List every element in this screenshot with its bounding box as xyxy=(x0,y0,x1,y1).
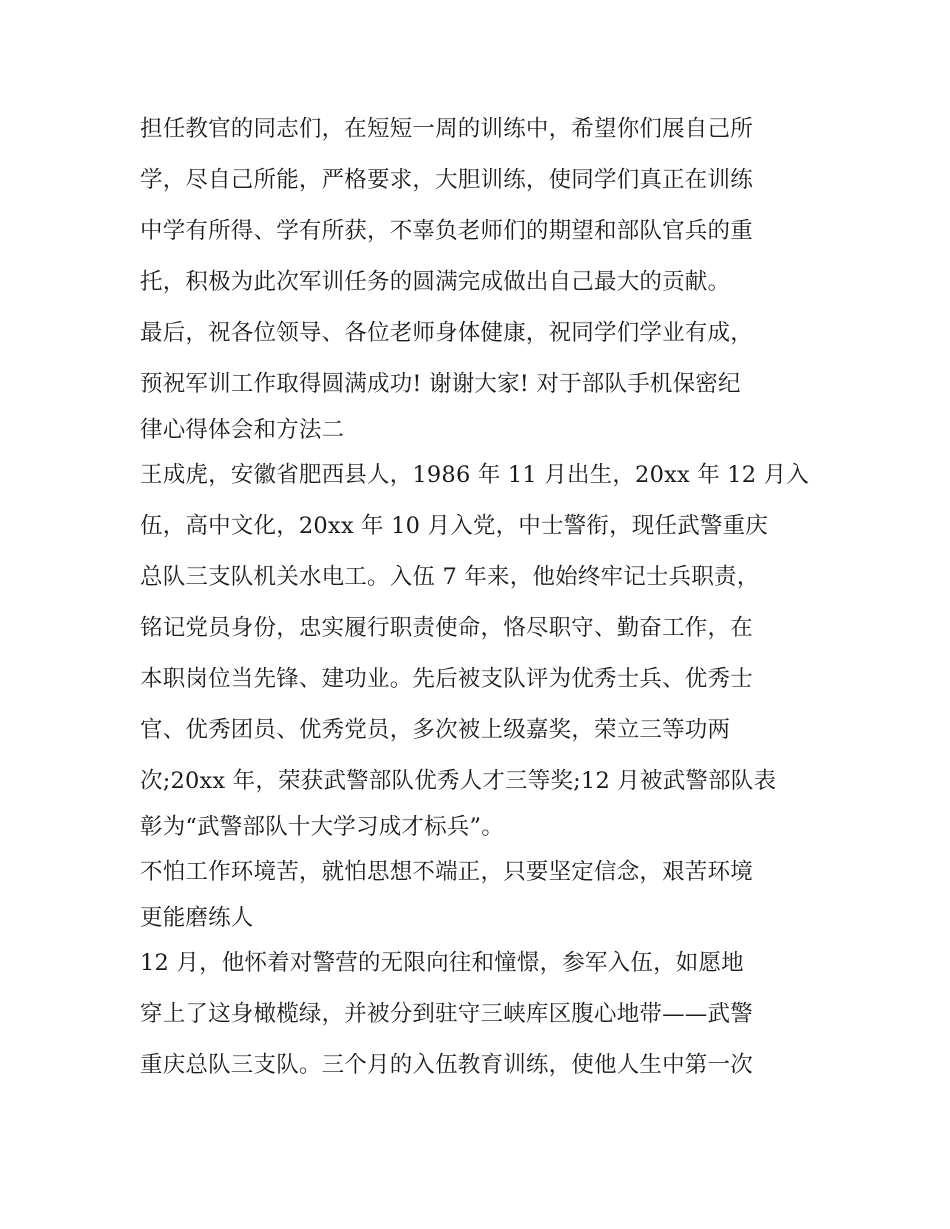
paragraph-2 xyxy=(140,308,815,450)
paragraph-1 xyxy=(140,104,815,308)
section-heading-line: 律心得体会和方法二 xyxy=(140,417,345,443)
text-line: 本职岗位当先锋、建功业。先后被支队评为优秀士兵、优秀士 xyxy=(140,666,753,692)
text-line: 铭记党员身份，忠实履行职责使命，恪尽职守、勤奋工作，在 xyxy=(140,615,753,641)
text-line: 预祝军训工作取得圆满成功! 谢谢大家! 对于部队手机保密纪 xyxy=(140,371,741,397)
text-line: 12 月，他怀着对警营的无限向往和憧憬，参军入伍，如愿地 xyxy=(140,950,744,976)
document-body xyxy=(140,104,815,1091)
text-line: 王成虎，安徽省肥西县人，1986 年 11 月出生，20xx 年 12 月入 xyxy=(140,462,810,488)
text-line: 官、优秀团员、优秀党员，多次被上级嘉奖，荣立三等功两 xyxy=(140,717,731,743)
paragraph-5 xyxy=(140,938,815,1091)
text-line: 中学有所得、学有所获，不辜负老师们的期望和部队官兵的重 xyxy=(140,218,753,244)
text-line: 伍，高中文化，20xx 年 10 月入党，中士警衔，现任武警重庆 xyxy=(140,513,768,539)
text-line: 更能磨练人 xyxy=(140,905,254,931)
text-line: 重庆总队三支队。三个月的入伍教育训练，使他人生中第一次 xyxy=(140,1052,753,1078)
text-line: 次;20xx 年，荣获武警部队优秀人才三等奖;12 月被武警部队表 xyxy=(140,768,777,794)
text-line: 担任教官的同志们，在短短一周的训练中，希望你们展自己所 xyxy=(140,116,753,142)
paragraph-4 xyxy=(140,847,815,938)
text-line: 总队三支队机关水电工。入伍 7 年来，他始终牢记士兵职责， xyxy=(140,564,760,590)
text-line: 不怕工作环境苦，就怕思想不端正，只要坚定信念，艰苦环境 xyxy=(140,859,753,885)
text-line: 彰为“武警部队十大学习成才标兵”。 xyxy=(140,814,504,840)
text-line: 最后，祝各位领导、各位老师身体健康，祝同学们学业有成， xyxy=(140,320,753,346)
text-line: 穿上了这身橄榄绿，并被分到驻守三峡库区腹心地带——武警 xyxy=(140,1001,753,1027)
text-line: 学，尽自己所能，严格要求，大胆训练，使同学们真正在训练 xyxy=(140,167,753,193)
text-line: 托，积极为此次军训任务的圆满完成做出自己最大的贡献。 xyxy=(140,269,731,295)
paragraph-3 xyxy=(140,450,815,847)
